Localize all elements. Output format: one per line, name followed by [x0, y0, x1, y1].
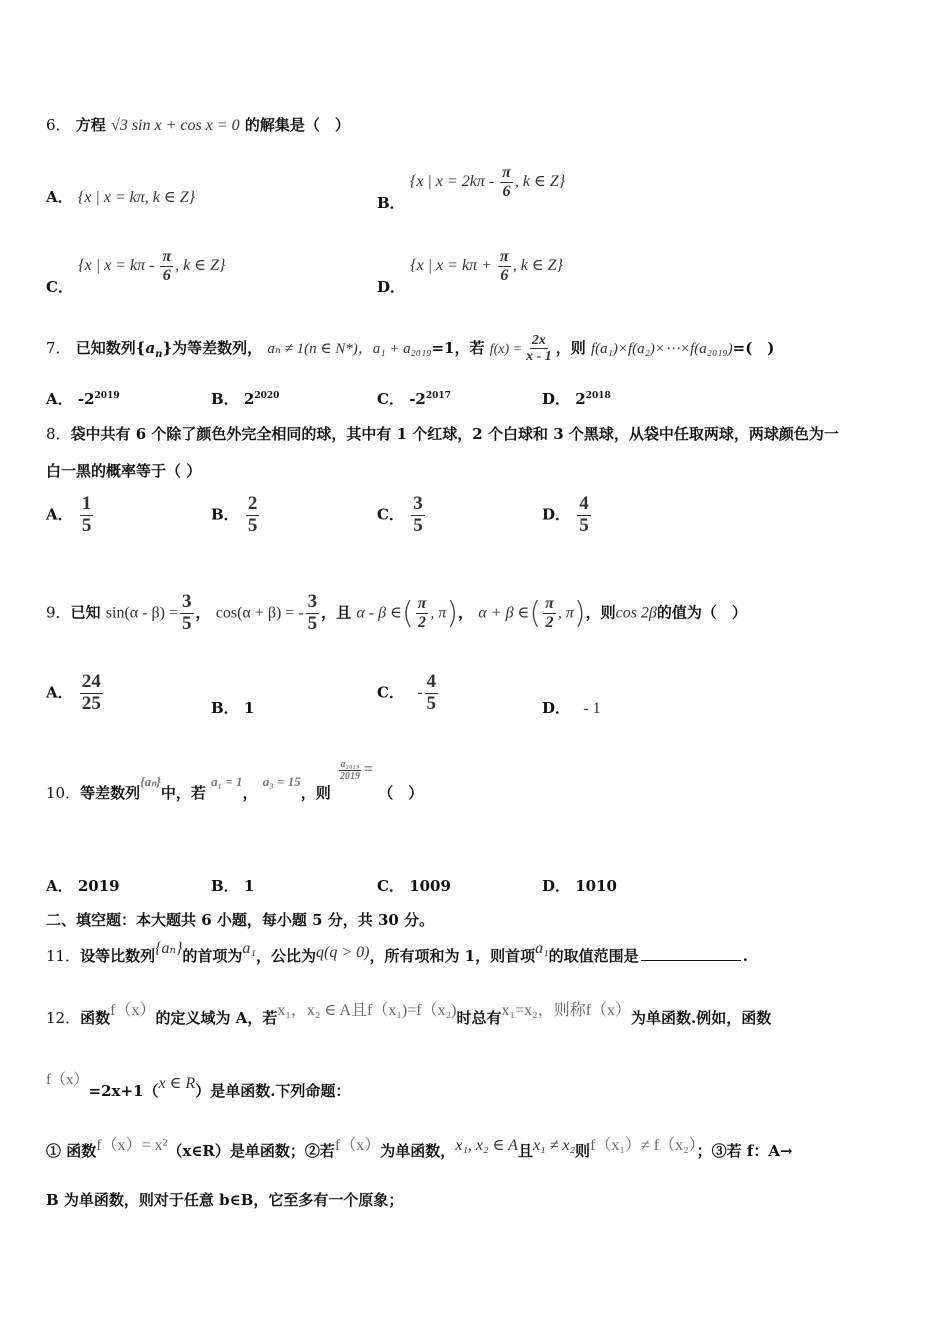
option-a — [46, 875, 120, 896]
stem-text: 的解集是（ ） — [244, 116, 350, 134]
term-math: a₁ — [242, 940, 256, 957]
option-c — [377, 494, 427, 537]
fraction-numerator: 4 — [579, 493, 589, 514]
ratio-math: q(q > 0) — [315, 944, 370, 961]
question-number: 8． — [46, 425, 71, 443]
condition-math: aₙ ≠ 1(n ∈ N*)，a₁ + a₂₀₁₉ — [267, 340, 432, 357]
stem-text: }为等差数列， — [162, 338, 263, 357]
fraction-numerator: 24 — [81, 671, 101, 692]
option-value: -2 — [77, 390, 95, 408]
stem-text: 的取值范围是 — [548, 947, 639, 965]
fraction-denominator: 6 — [500, 266, 509, 284]
fraction-numerator: a₂₀₁₉ — [340, 758, 360, 770]
stem-text: （ ） — [378, 784, 424, 802]
domain-math: x ∈ R — [158, 1075, 196, 1092]
subscript: n — [155, 348, 163, 360]
stem-text: 等差数列 — [80, 784, 141, 802]
answer-blank — [641, 960, 741, 961]
function-math: f（x） — [110, 1002, 156, 1019]
stem-text: ① 函数 — [46, 1142, 97, 1160]
equals-sign: = — [364, 761, 374, 778]
fraction-denominator: 5 — [413, 514, 423, 536]
option-math: {x | x = kπ, k ∈ Z} — [77, 189, 196, 206]
sine-math: sin(α - β) = — [105, 604, 178, 622]
option-value: 1 — [243, 699, 255, 717]
question-number: 10． — [46, 784, 81, 802]
stem-text: ， — [242, 784, 258, 802]
fraction-denominator: 5 — [81, 514, 92, 536]
stem-text: ）是单函数.下列命题： — [195, 1082, 351, 1100]
stem-text: ，则 — [585, 603, 616, 622]
option-label: A． — [46, 877, 73, 895]
question-12-propositions — [46, 1138, 793, 1161]
function-math: f（x） — [46, 1072, 89, 1088]
option-c — [377, 672, 440, 715]
option-label: D． — [377, 278, 406, 297]
question-number: 12． — [46, 1009, 81, 1027]
result-math: f（x₁）≠ f（x₂） — [590, 1137, 697, 1154]
option-label: A． — [46, 188, 73, 206]
fraction-denominator: 6 — [502, 182, 511, 200]
fraction-numerator: 2 — [247, 493, 258, 514]
stem-text: 中，若 — [160, 784, 206, 802]
fraction-numerator: 3 — [307, 591, 318, 612]
option-value: 1009 — [409, 877, 451, 895]
option-math: {x | x = 2kπ - — [409, 173, 499, 191]
question-number: 6． — [46, 116, 71, 134]
option-label: D． — [542, 505, 571, 524]
option-label: C． — [377, 877, 404, 895]
fraction-numerator: π — [162, 248, 172, 265]
fraction-numerator: 2x — [531, 333, 546, 348]
section-title: 二、填空题：本大题共 6 小题，每小题 5 分，共 30 分。 — [46, 911, 435, 929]
option-label: C． — [377, 390, 404, 408]
interval-math: , π — [557, 604, 574, 622]
question-10-stem — [46, 758, 424, 806]
question-9-stem: 9．已知 sin(α - β) = $\frac{3}{5}$ ， cos(α + β) = - $\frac{3}{5}$ ，且 α - β ∈( $\frac{\pi}{2}$ , π)， α + β ∈( $\frac{\pi}{2}$ , π)，则cos 2β的值为（ ） — [46, 591, 747, 634]
stem-text: ， — [195, 603, 211, 622]
term-math: a₁ — [535, 940, 549, 957]
product-math: f(a₁)×f(a₂)×⋯×f(a₂₀₁₉) — [591, 340, 733, 357]
interval-math: , π — [430, 604, 447, 622]
stem-text: （x∈R）是单函数；②若 — [167, 1142, 335, 1160]
fraction-denominator: 2 — [418, 613, 427, 631]
stem-text: ，且 — [321, 603, 352, 622]
target-math: cos 2β — [615, 604, 657, 622]
stem-text: 白一黑的概率等于（ ） — [46, 462, 202, 480]
exponent: 2018 — [585, 391, 611, 401]
stem-text: ，则 — [300, 784, 331, 802]
option-label: A． — [46, 683, 73, 702]
option-d — [542, 875, 617, 896]
fraction-denominator: x - 1 — [526, 349, 552, 365]
sequence-math: {aₙ} — [155, 940, 183, 957]
option-label: B． — [211, 505, 239, 524]
equation: √3 sin x + cos x = 0 — [111, 117, 240, 134]
stem-text: 方程 — [75, 116, 106, 134]
stem-text: B 为单函数，则对于任意 b∈B，它至多有一个原象； — [46, 1191, 404, 1209]
option-d — [542, 697, 601, 718]
question-11-stem — [46, 940, 748, 966]
fraction-numerator: π — [417, 595, 427, 613]
option-math: {x | x = kπ - — [78, 257, 159, 275]
question-6-stem — [46, 114, 350, 135]
option-sign: - — [417, 684, 423, 702]
option-value: 2 — [575, 390, 586, 408]
sequence-term: a — [145, 338, 156, 357]
option-label: C． — [377, 683, 404, 702]
function-math: f（x）= x² — [96, 1137, 168, 1154]
stem-text: 且 — [517, 1142, 533, 1160]
sequence-math: {aₙ} — [140, 774, 161, 789]
option-label: B． — [211, 877, 239, 895]
stem-text: 的值为（ ） — [656, 603, 747, 622]
option-math: , k ∈ Z} — [514, 173, 566, 191]
fraction-denominator: 2019 — [340, 770, 360, 782]
fraction-numerator: 3 — [413, 493, 423, 514]
exponent: 2017 — [425, 391, 451, 401]
option-label: B． — [211, 390, 239, 408]
stem-text: ，则 — [555, 338, 586, 357]
option-b — [211, 697, 254, 718]
fraction-denominator: 6 — [162, 266, 171, 284]
stem-text: 的定义域为 A，若 — [155, 1009, 278, 1027]
exponent: 2019 — [94, 391, 120, 401]
function-math: f(x) = — [489, 341, 523, 357]
question-12-stem — [46, 1002, 772, 1028]
option-c — [377, 875, 451, 896]
stem-text: 袋中共有 6 个除了颜色外完全相同的球，其中有 1 个红球，2 个白球和 3 个黑球，从袋中任取两球，两球颜色为一 — [70, 425, 839, 443]
fraction-numerator: 4 — [426, 671, 437, 692]
option-d — [542, 388, 611, 409]
stem-text: ，公比为 — [255, 947, 316, 965]
option-math: , k ∈ Z} — [512, 257, 563, 275]
option-label: C． — [46, 278, 73, 297]
option-d — [542, 494, 593, 537]
stem-text: 的首项为 — [182, 947, 243, 965]
fraction-denominator: 2 — [545, 613, 554, 631]
stem-text: 函数 — [80, 1009, 111, 1027]
fraction-denominator: 5 — [426, 692, 437, 714]
stem-text: 为单函数， — [380, 1142, 456, 1160]
question-8-stem-line1 — [46, 423, 839, 444]
stem-text: . — [742, 947, 748, 965]
option-c — [377, 388, 451, 409]
question-12-example — [46, 1072, 351, 1101]
condition-math: x₁, x₂ ∈ A — [455, 1137, 518, 1154]
question-7-stem — [46, 333, 774, 365]
stem-text: 为单函数.例如，函数 — [631, 1009, 772, 1027]
option-d — [377, 248, 563, 297]
condition-math: a₃ = 15 — [262, 774, 301, 789]
option-c — [46, 248, 226, 297]
option-value: 1 — [243, 877, 255, 895]
interval-math: α + β ∈ — [478, 604, 530, 622]
fraction-numerator: π — [545, 595, 554, 613]
fraction-numerator: π — [499, 248, 509, 265]
option-math: , k ∈ Z} — [175, 257, 226, 275]
fraction-denominator: 5 — [307, 612, 318, 634]
section-heading — [46, 909, 434, 930]
option-label: C． — [377, 505, 404, 524]
option-value: 2 — [243, 390, 255, 408]
condition-math: a₁ = 1 — [211, 774, 243, 789]
stem-text: 已知 — [70, 603, 101, 622]
fraction-numerator: π — [502, 164, 511, 181]
option-a — [46, 494, 95, 537]
condition-math: x₁，x₂ ∈ A且f（x₁)=f（x₂) — [277, 1002, 457, 1019]
option-b — [211, 875, 254, 896]
option-label: D． — [542, 699, 571, 717]
stem-text: 设等比数列 — [80, 947, 156, 965]
question-number: 11． — [46, 947, 81, 965]
stem-text: 则 — [575, 1142, 591, 1160]
fraction-denominator: 5 — [182, 612, 192, 634]
option-value: - 1 — [583, 700, 601, 717]
question-number: 9． — [46, 603, 71, 622]
option-label: B． — [211, 699, 239, 717]
stem-text: ，所有项和为 1，则首项 — [369, 947, 536, 965]
option-a — [46, 186, 195, 207]
option-b — [211, 388, 279, 409]
option-a — [46, 672, 105, 715]
option-value: -2 — [409, 390, 426, 408]
question-12-last-line — [46, 1189, 403, 1210]
stem-text: =( ) — [732, 338, 775, 357]
option-label: D． — [542, 390, 571, 408]
interval-math: α - β ∈ — [356, 604, 402, 622]
stem-text: 时总有 — [456, 1009, 502, 1027]
option-math: {x | x = kπ + — [410, 257, 496, 275]
fraction-numerator: 3 — [182, 591, 192, 612]
fraction-numerator: 1 — [81, 493, 92, 514]
stem-text: ；③若 f：A→ — [696, 1142, 793, 1160]
exponent: 2020 — [254, 391, 280, 401]
cosine-math: cos(α + β) = - — [215, 604, 304, 622]
option-a — [46, 388, 120, 409]
fraction-denominator: 5 — [579, 514, 589, 536]
condition-math: x₁ ≠ x₂ — [532, 1137, 576, 1154]
option-label: D． — [542, 877, 571, 895]
stem-text: =2x+1（ — [88, 1082, 159, 1100]
option-value: 1010 — [575, 877, 617, 895]
fraction-denominator: 25 — [81, 692, 101, 714]
option-label: A． — [46, 505, 73, 524]
function-math: f（x） — [334, 1137, 381, 1154]
option-b — [377, 164, 566, 213]
stem-text: 已知数列{ — [75, 338, 146, 357]
option-b — [211, 494, 261, 537]
option-label: B． — [377, 194, 405, 213]
question-number: 7． — [46, 338, 71, 357]
question-8-stem-line2 — [46, 460, 201, 481]
stem-text: ， — [458, 603, 474, 622]
definition-math: x₁=x₂，则称f（x） — [501, 1002, 632, 1019]
option-value: 2019 — [77, 877, 120, 895]
fraction-denominator: 5 — [247, 514, 258, 536]
option-label: A． — [46, 390, 73, 408]
stem-text: =1，若 — [431, 338, 485, 357]
